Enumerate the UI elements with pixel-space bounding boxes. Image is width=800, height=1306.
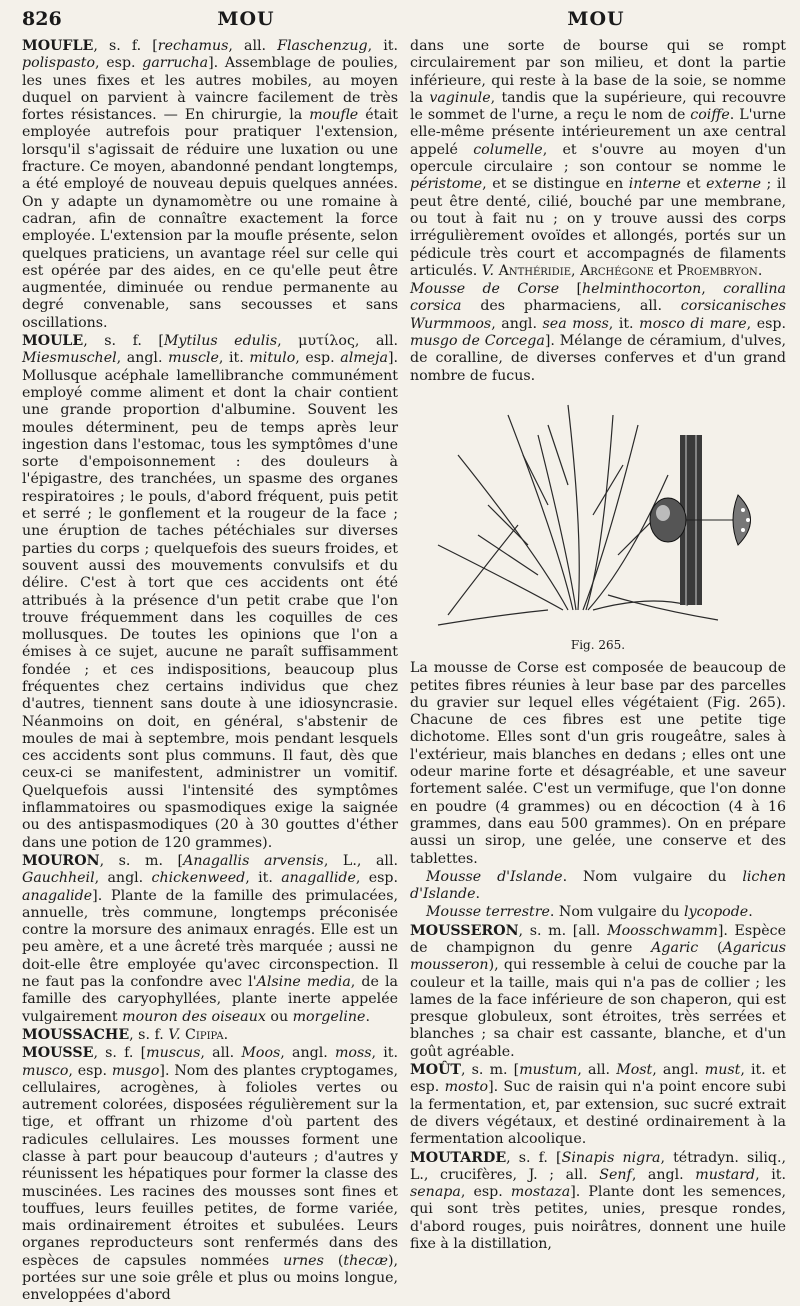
entry-mousse-continued: dans une sorte de bourse qui se rompt circulairement par son milieu, et dont la partie inférieure, qui reste à la base de la soie, se nomme la vaginule, tandis que la supérieure, qui recouvre le sommet de l'urne, a reçu le nom de coiffe. L'urne elle-même présente intérieurement un axe central appelé columelle, et s'ouvre au moyen d'un opercule circulaire ; son contour se nomme le péristome, et se distingue en interne et externe ; il peut être denté, cilié, bouché par une membrane, ou tout à fait nu ; on y trouve aussi des corps irrégulièrement ovoïdes et allongés, portés sur un pédicule très court et accompagnés de filaments articulés. V. Anthéridie, Archégone et Proembryon.: [410, 38, 786, 279]
running-header: [22, 8, 786, 38]
headword: MOUTARDE: [410, 1149, 507, 1166]
corse-description: La mousse de Corse est composée de beaucoup de petites fibres réunies à leur base par des parcelles du gravier sur lequel elles végétaient (Fig. 265). Chacune de ces fibres est une petite tige dichotome. Elles sont d'un gris rougeâtre, sales à l'extérieur, mais blanches en dedans ; elles ont une odeur marine forte et désagréable, et une saveur fortement salée. C'est un vermifuge, que l'on donne en poudre (4 grammes) ou en décoction (4 à 16 grammes, dans eau 500 grammes). On en prépare aussi un sirop, une gelée, une conserve et des tablettes.: [410, 660, 786, 867]
cross-reference-link[interactable]: Archégone: [580, 262, 654, 279]
headword: MOUSSACHE: [22, 1026, 130, 1043]
cross-reference-link[interactable]: lycopode: [684, 904, 749, 921]
entry-moufle: MOUFLE, s. f. [rechamus, all. Flaschenzug, it. polispasto, esp. garrucha]. Assemblage de poulies, les unes fixes et les autres mobiles, au moyen duquel on parvient à vaincre facilement de très fortes résistances. — En chirurgie, la moufle était employée autrefois pour pratiquer l'extension, lorsqu'il s'agissait de réduire une luxation ou une fracture. Ce moyen, abandonné pendant longtemps, a été employé de nouveau depuis quelques années. On y adapte un dynamomètre ou une romaine à cadran, afin de connaître exactement la force employée. L'extension par la moufle présente, selon quelques praticiens, un avantage réel sur celle qui est opérée par des aides, en ce qu'elle peut être augmentée, diminuée ou rendue permanente au degré convenable, sans secousses et sans oscillations.: [22, 38, 398, 331]
page-number: 826: [22, 8, 62, 30]
headword: MOUFLE: [22, 38, 94, 54]
cross-reference-link[interactable]: Anthéridie: [498, 262, 572, 279]
entry-mouron: MOURON, s. m. [Anagallis arvensis, L., all. Gauchheil, angl. chickenweed, it. anagallide, esp. anagalide]. Plante de la famille des primulacées, annuelle, très commune, longtemps préconisée contre la morsure des animaux enragés. Elle est un peu amère, et a une âcreté très marquée ; aussi ne doit-elle être employée qu'avec circonspection. Il ne faut pas la confondre avec l'Alsine media, de la famille des caryophyllées, plante inerte appelée vulgairement mouron des oiseaux ou morgeline.: [22, 852, 398, 1025]
entry-moule: MOULE, s. f. [Mytilus edulis, μυτίλος, all. Miesmuschel, angl. muscle, it. mitulo, esp. almeja]. Mollusque acéphale lamellibranche communément employé comme aliment et dont la chair contient une grande proportion d'albumine. Souvent les moules déterminent, peu de temps après leur ingestion dans l'estomac, tous les symptômes d'une sorte d'empoisonnement : des douleurs à l'épigastre, des tranchées, un spasme des organes respiratoires ; le pouls, d'abord fréquent, puis petit et serré ; le gonflement et la rougeur de la face ; une éruption de taches pétéchiales sur diverses parties du corps ; quelquefois des sueurs froides, et souvent aussi des mouvements convulsifs et du délire. C'est à tort que ces accidents ont été attribués à la présence d'un petit crabe que l'on trouve fréquemment dans les coquilles de ces mollusques. De toutes les opinions que l'on a émises à ce sujet, aucune ne paraît suffisamment fondée ; et ces indispositions, beaucoup plus fréquentes chez certains individus que chez d'autres, tiennent sans doute à une idiosyncrasie. Néanmoins on doit, en général, s'abstenir de moules de mai à septembre, mois pendant lesquels ces accidents sont plus communs. Il faut, dès que ceux-ci se manifestent, administrer un vomitif. Quelquefois aussi l'intensité des symptômes inflammatoires ou spasmodiques exige la saignée ou des antispasmodiques (20 à 30 gouttes d'éther dans une potion de 120 grammes).: [22, 333, 398, 851]
cross-reference-link[interactable]: Proembryon: [676, 262, 758, 279]
entry-mousse-d-islande: Mousse d'Islande. Nom vulgaire du lichen d'Islande.: [410, 868, 787, 903]
entry-moutarde: MOUTARDE, s. f. [Sinapis nigra, tétradyn. siliq., L., crucifères, J. ; all. Senf, angl. mustard, it. senapa, esp. mostaza]. Plante dont les semences, qui sont très petites, unies, presque rondes, d'abord rouges, puis noirâtres, donnent une huile fixe à la distillation,: [410, 1149, 786, 1253]
entry-mousse: MOUSSE, s. f. [muscus, all. Moos, angl. moss, it. musco, esp. musgo]. Nom des plantes cryptogames, cellulaires, acrogènes, à folioles vertes ou autrement colorées, disposées régulièrement sur la tige, et offrant un rhizome d'où partent des radicules cellulaires. Les mousses forment une classe à part pour beaucoup d'auteurs ; d'autres y réunissent les hépatiques pour former la classe des muscinées. Les racines des mousses sont fines et touffues, leurs feuilles petites, de forme variée, mais ordinairement étroites et subulées. Leurs organes reproducteurs sont renfermés dans des espèces de capsules nommées urnes (thecæ), portées sur une soie grêle et plus ou moins longue, enveloppées d'abord: [22, 1045, 398, 1304]
right-column: [410, 38, 786, 1306]
figure-265: [410, 395, 786, 654]
right-running-title: MOU: [567, 8, 625, 30]
headword: MOUSSE: [22, 1045, 94, 1062]
left-running-title: MOU: [217, 8, 275, 30]
entry-mousse-terrestre: Mousse terrestre. Nom vulgaire du lycopode.: [426, 904, 753, 921]
two-column-body: [22, 38, 786, 1306]
cross-reference-link[interactable]: lichen d'Islande: [410, 868, 787, 903]
headword: MOUSSERON: [410, 922, 519, 939]
cross-reference-link[interactable]: Cipipa: [185, 1026, 224, 1043]
entry-mout: MOÛT, s. m. [mustum, all. Most, angl. must, it. et esp. mosto]. Suc de raisin qui n'a point encore subi la fermentation, et, par extension, suc sucré extrait de divers végétaux, et destiné ordinairement à la fermentation alcoolique.: [410, 1062, 786, 1148]
headword: MOURON: [22, 852, 100, 869]
figure-caption: Fig. 265.: [570, 637, 626, 652]
corsican-moss-illustration: [418, 395, 778, 635]
entry-moussache: MOUSSACHE, s. f. V. Cipipa.: [22, 1026, 229, 1043]
entry-mousse-de-corse: Mousse de Corse [helminthocorton, corallina corsica des pharmaciens, all. corsicanisches Wurmmoos, angl. sea moss, it. mosco di mare, esp. musgo de Corcega]. Mélange de céramium, d'ulves, de coralline, de diverses conferves et d'un grand nombre de fucus.: [410, 281, 786, 384]
left-column: [22, 38, 398, 1306]
headword: MOÛT: [410, 1062, 461, 1079]
entry-mousseron: MOUSSERON, s. m. [all. Moosschwamm]. Espèce de champignon du genre Agaric (Agaricus mousseron), qui ressemble à celui de couche par la couleur et la taille, mais qui n'a pas de collier ; les lames de la face inférieure de son chaperon, qui est presque globuleux, sont étroites, très serrées et blanches ; sa chair est cassante, blanche, et d'un goût agréable.: [410, 922, 787, 1060]
headword: MOULE: [22, 333, 84, 350]
stem-section-detail: [650, 435, 751, 605]
